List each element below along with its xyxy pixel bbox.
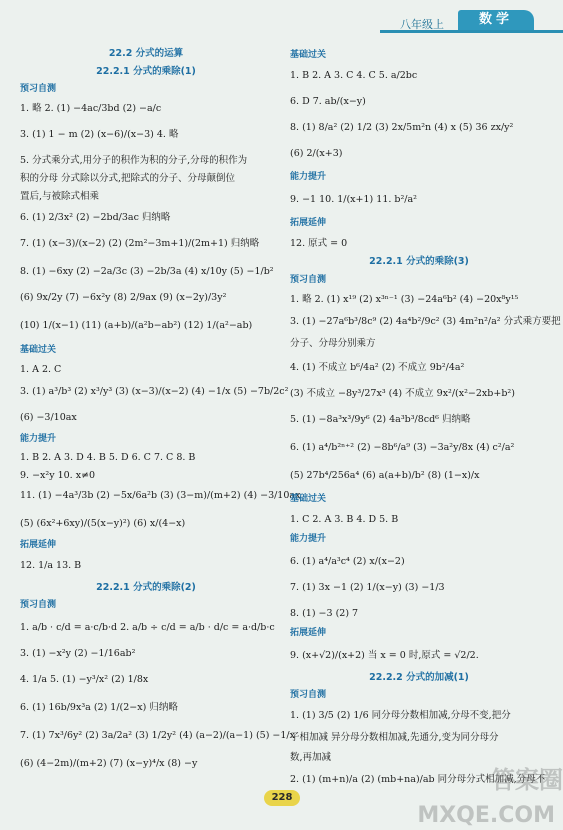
answer-line: (10) 1/(x−1) (11) (a+b)/(a²b−ab²) (12) 1/(a²−ab) [20, 320, 253, 331]
page-number: 228 [264, 790, 300, 806]
answer-line: (6) (4−2m)/(m+2) (7) (x−y)⁴/x (8) −y [20, 758, 198, 769]
answer-line: 9. −1 10. 1/(x+1) 11. b²/a² [290, 194, 417, 205]
heading-extend: 拓展延伸 [290, 628, 327, 638]
answer-line: 3. (1) a³/b³ (2) x³/y³ (3) (x−3)/(x−2) (4) −1/x (5) −7b/2c² [20, 386, 289, 397]
answer-line: 5. (1) −8a³x³/9y⁶ (2) 4a³b³/8cd⁶ 归纳略 [290, 414, 471, 425]
section-title: 22.2 分式的运算 [108, 48, 184, 59]
answer-line: 1. C 2. A 3. B 4. D 5. B [290, 514, 399, 525]
answer-line: 4. 1/a 5. (1) −y³/x² (2) 1/8x [20, 674, 149, 685]
grade-label: 八年级上 [400, 18, 444, 31]
heading-ability: 能力提升 [290, 172, 327, 182]
answer-line: 1. B 2. A 3. D 4. B 5. D 6. C 7. C 8. B [20, 452, 196, 463]
heading-extend: 拓展延伸 [290, 218, 327, 228]
answer-line: 8. (1) 8/a² (2) 1/2 (3) 2x/5m²n (4) x (5) 36 zx/y² [290, 122, 514, 133]
answer-line: 7. (1) (x−3)/(x−2) (2) (2m²−3m+1)/(2m+1) 归纳略 [20, 238, 260, 249]
answer-line: 1. A 2. C [20, 364, 62, 375]
answer-line: 积的分母 分式除以分式,把除式的分子、分母颠倒位 [20, 173, 236, 184]
heading-basic: 基础过关 [20, 345, 57, 355]
heading-preview: 预习自测 [20, 84, 57, 94]
heading-basic: 基础过关 [290, 50, 327, 60]
heading-ability: 能力提升 [290, 534, 327, 544]
subsection-title: 22.2.2 分式的加减(1) [369, 672, 469, 683]
answer-line: 1. B 2. A 3. C 4. C 5. a/2bc [290, 70, 418, 81]
answer-line: 7. (1) 7x³/6y² (2) 3a/2a² (3) 1/2y² (4) (a−2)/(a−1) (5) −1/x [20, 730, 295, 741]
heading-preview: 预习自测 [290, 690, 327, 700]
answer-line: 12. 原式 = 0 [290, 238, 348, 249]
subsection-title: 22.2.1 分式的乘除(1) [96, 66, 196, 77]
heading-ability: 能力提升 [20, 434, 57, 444]
answer-line: (6) 2/(x+3) [290, 148, 343, 159]
answer-line: 3. (1) −x²y (2) −1/16ab² [20, 648, 136, 659]
subsection-title: 22.2.1 分式的乘除(3) [369, 256, 469, 267]
answer-line: 9. −x²y 10. x≠0 [20, 470, 96, 481]
answer-line: 11. (1) −4a³/3b (2) −5x/6a²b (3) (3−m)/(m+2) (4) −3/10ax [20, 490, 301, 501]
answer-line: 1. 略 2. (1) −4ac/3bd (2) −a/c [20, 103, 162, 114]
answer-line: 3. (1) −27a⁶b³/8c⁹ (2) 4a⁴b²/9c² (3) 4m²n²/a² 分式乘方要把 [290, 316, 561, 327]
answer-line: 1. (1) 3/5 (2) 1/6 同分母分数相加减,分母不变,把分 [290, 710, 511, 721]
answer-line: (5) 27b⁴/256a⁴ (6) a(a+b)/b² (8) (1−x)/x [290, 470, 480, 481]
answer-line: (3) 不成立 −8y³/27x³ (4) 不成立 9x²/(x²−2xb+b²) [290, 388, 515, 399]
answer-line: (5) (6x²+6xy)/(5(x−y)²) (6) x/(4−x) [20, 518, 186, 529]
answer-line: 8. (1) −3 (2) 7 [290, 608, 359, 619]
answer-line: 分子、分母分别乘方 [290, 338, 376, 349]
answer-line: 6. (1) a⁴/b²ⁿ⁺² (2) −8b⁶/a⁹ (3) −3a²y/8x (4) c²/a² [290, 442, 515, 453]
answer-line: 1. a/b · c/d = a·c/b·d 2. a/b ÷ c/d = a/b · d/c = a·d/b·c [20, 622, 275, 633]
answer-line: 8. (1) −6xy (2) −2a/3c (3) −2b/3a (4) x/10y (5) −1/b² [20, 266, 274, 277]
answer-line: 置后,与被除式相乘 [20, 191, 100, 202]
answer-line: 12. 1/a 13. B [20, 560, 82, 571]
answer-line: 1. 略 2. (1) x¹⁹ (2) x³ⁿ⁻¹ (3) −24a⁶b² (4) −20x⁸y¹⁵ [290, 294, 519, 305]
answer-line: 子相加减 异分母分数相加减,先通分,变为同分母分 [290, 732, 499, 743]
subject-tab: 数学 [458, 10, 534, 30]
answer-line: 4. (1) 不成立 b⁶/4a² (2) 不成立 9b²/4a² [290, 362, 465, 373]
answer-line: 3. (1) 1 − m (2) (x−6)/(x−3) 4. 略 [20, 129, 179, 140]
answer-line: 5. 分式乘分式,用分子的积作为积的分子,分母的积作为 [20, 155, 248, 166]
watermark-url: MXQE.COM [417, 803, 555, 828]
answer-line: 7. (1) 3x −1 (2) 1/(x−y) (3) −1/3 [290, 582, 445, 593]
answer-line: 6. (1) 16b/9x³a (2) 1/(2−x) 归纳略 [20, 702, 178, 713]
answer-line: 9. (x+√2)/(x+2) 当 x = 0 时,原式 = √2/2. [290, 650, 479, 661]
answer-line: 2. (1) (m+n)/a (2) (mb+na)/ab 同分母分式相加减,分母不 [290, 774, 546, 785]
answer-line: 数,再加减 [290, 752, 332, 763]
subsection-title: 22.2.1 分式的乘除(2) [96, 582, 196, 593]
answer-line: (6) −3/10ax [20, 412, 77, 423]
answer-line: 6. (1) 2/3x² (2) −2bd/3ac 归纳略 [20, 212, 171, 223]
answer-line: (6) 9x/2y (7) −6x²y (8) 2/9ax (9) (x−2y)/3y² [20, 292, 227, 303]
watermark-text: 答案圈 [491, 766, 563, 794]
heading-preview: 预习自测 [20, 600, 57, 610]
answer-line: 6. (1) a⁴/a³c⁴ (2) x/(x−2) [290, 556, 405, 567]
heading-extend: 拓展延伸 [20, 540, 57, 550]
heading-preview: 预习自测 [290, 275, 327, 285]
heading-basic: 基础过关 [290, 494, 327, 504]
answer-line: 6. D 7. ab/(x−y) [290, 96, 366, 107]
